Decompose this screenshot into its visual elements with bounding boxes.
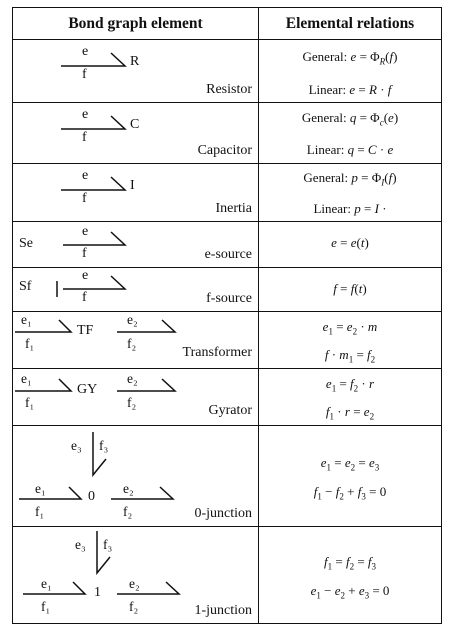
f-source-symbol: Sf — [19, 279, 32, 294]
transformer-relation-1: $e_1 = e_2 \cdot m$ — [322, 319, 378, 337]
transformer-relation-2: $f \cdot m_1 = f_2$ — [324, 346, 376, 365]
inertia-linear-relation: Linear: p = I · — [313, 200, 387, 216]
gyrator-f2: f₂ — [127, 395, 137, 411]
transformer-e2: e₂ — [127, 312, 138, 327]
capacitor-symbol: C — [130, 117, 140, 132]
0-junction-element — [13, 426, 258, 526]
resistor-general-relation: General: $e = \Phi_R(f)$ — [302, 49, 398, 67]
capacitor-flow: f — [82, 130, 87, 145]
1-junction-element — [13, 527, 258, 623]
transformer-element — [13, 312, 258, 365]
resistor-flow: f — [82, 67, 87, 82]
capacitor-effort: e — [82, 107, 89, 122]
f-source-relation: f = f(t) — [333, 281, 367, 296]
gyrator-label: Gyrator — [208, 403, 252, 419]
e-source-relation: e = e(t) — [331, 235, 369, 250]
1-junction-f2: f₂ — [129, 599, 139, 615]
capacitor-relations — [259, 103, 441, 158]
e-source-element — [13, 222, 258, 267]
resistor-symbol: R — [130, 54, 140, 69]
row-gyrator — [13, 369, 442, 426]
transformer-f1: f₁ — [25, 336, 35, 351]
gyrator-e1: e₁ — [21, 371, 32, 387]
transformer-symbol: TF — [77, 323, 94, 338]
row-1-junction — [13, 527, 442, 624]
row-f-source — [13, 268, 442, 312]
0-junction-label: 0-junction — [194, 506, 252, 522]
gyrator-relation-2: $f_1 \cdot r = e_2$ — [325, 403, 375, 422]
inertia-flow: f — [82, 191, 87, 206]
transformer-relations — [259, 312, 441, 368]
0-junction-e1: e₁ — [35, 481, 46, 497]
gyrator-f1: f₁ — [25, 395, 35, 411]
1-junction-relations — [259, 527, 441, 604]
1-junction-f1: f₁ — [41, 599, 51, 615]
header-bond-graph-element: Bond graph element — [13, 8, 259, 40]
row-capacitor — [13, 103, 442, 164]
0-junction-f2: f₂ — [123, 504, 133, 520]
transformer-e1: e₁ — [21, 312, 32, 327]
1-junction-f3: f₃ — [103, 537, 113, 553]
f-source-relations — [259, 268, 441, 297]
1-junction-relation-1: $f_1 = f_2 = f_3$ — [323, 554, 377, 572]
row-transformer — [13, 312, 442, 369]
gyrator-relations — [259, 369, 441, 425]
f-source-label: f-source — [206, 291, 252, 306]
e-source-flow: f — [82, 246, 87, 261]
inertia-relations — [259, 164, 441, 217]
inertia-effort: e — [82, 168, 89, 183]
resistor-element — [13, 40, 258, 102]
inertia-general-relation: General: $p = \Phi_I(f)$ — [303, 170, 397, 188]
0-junction-e2: e₂ — [123, 481, 134, 497]
capacitor-linear-relation: Linear: q = C · e — [306, 141, 394, 157]
f-source-effort: e — [82, 268, 89, 283]
e-source-label: e-source — [204, 247, 252, 262]
resistor-effort: e — [82, 44, 89, 59]
capacitor-element — [13, 103, 258, 163]
resistor-linear-relation: Linear: e = R · f — [308, 81, 392, 97]
1-junction-symbol: 1 — [94, 585, 101, 601]
e-source-symbol: Se — [19, 236, 33, 251]
f-source-element — [13, 268, 258, 311]
0-junction-relation-1: $e_1 = e_2 = e_3$ — [320, 455, 380, 473]
0-junction-e3: e₃ — [71, 438, 82, 454]
bond-graph-table — [12, 7, 442, 624]
0-junction-f3: f₃ — [99, 438, 109, 454]
transformer-f2: f₂ — [127, 336, 137, 351]
gyrator-symbol: GY — [77, 382, 98, 398]
0-junction-symbol: 0 — [88, 489, 95, 505]
0-junction-relations — [259, 426, 441, 505]
resistor-relations — [259, 40, 441, 98]
1-junction-label: 1-junction — [194, 603, 252, 619]
1-junction-e2: e₂ — [129, 576, 140, 592]
row-0-junction — [13, 426, 442, 527]
gyrator-element — [13, 369, 258, 423]
f-source-flow: f — [82, 290, 87, 305]
gyrator-e2: e₂ — [127, 371, 138, 387]
gyrator-relation-1: $e_1 = f_2 \cdot r$ — [325, 376, 375, 394]
0-junction-f1: f₁ — [35, 504, 45, 520]
inertia-symbol: I — [130, 178, 135, 193]
1-junction-relation-2: $e_1 - e_2 + e_3 = 0$ — [310, 582, 390, 601]
row-e-source — [13, 222, 442, 268]
header-elemental-relations: Elemental relations — [259, 8, 442, 40]
e-source-effort: e — [82, 224, 89, 239]
inertia-label: Inertia — [215, 201, 252, 216]
1-junction-e3: e₃ — [75, 537, 86, 553]
row-inertia — [13, 164, 442, 222]
1-junction-e1: e₁ — [41, 576, 52, 592]
inertia-element — [13, 164, 258, 221]
row-resistor — [13, 40, 442, 103]
header-row — [13, 8, 442, 40]
e-source-relations — [259, 222, 441, 251]
resistor-label: Resistor — [206, 82, 252, 97]
capacitor-general-relation: General: $q = \Phi_c(e)$ — [301, 110, 399, 128]
transformer-label: Transformer — [182, 345, 252, 360]
0-junction-relation-2: $f_1 - f_2 + f_3 = 0$ — [313, 483, 387, 502]
capacitor-label: Capacitor — [197, 143, 252, 158]
